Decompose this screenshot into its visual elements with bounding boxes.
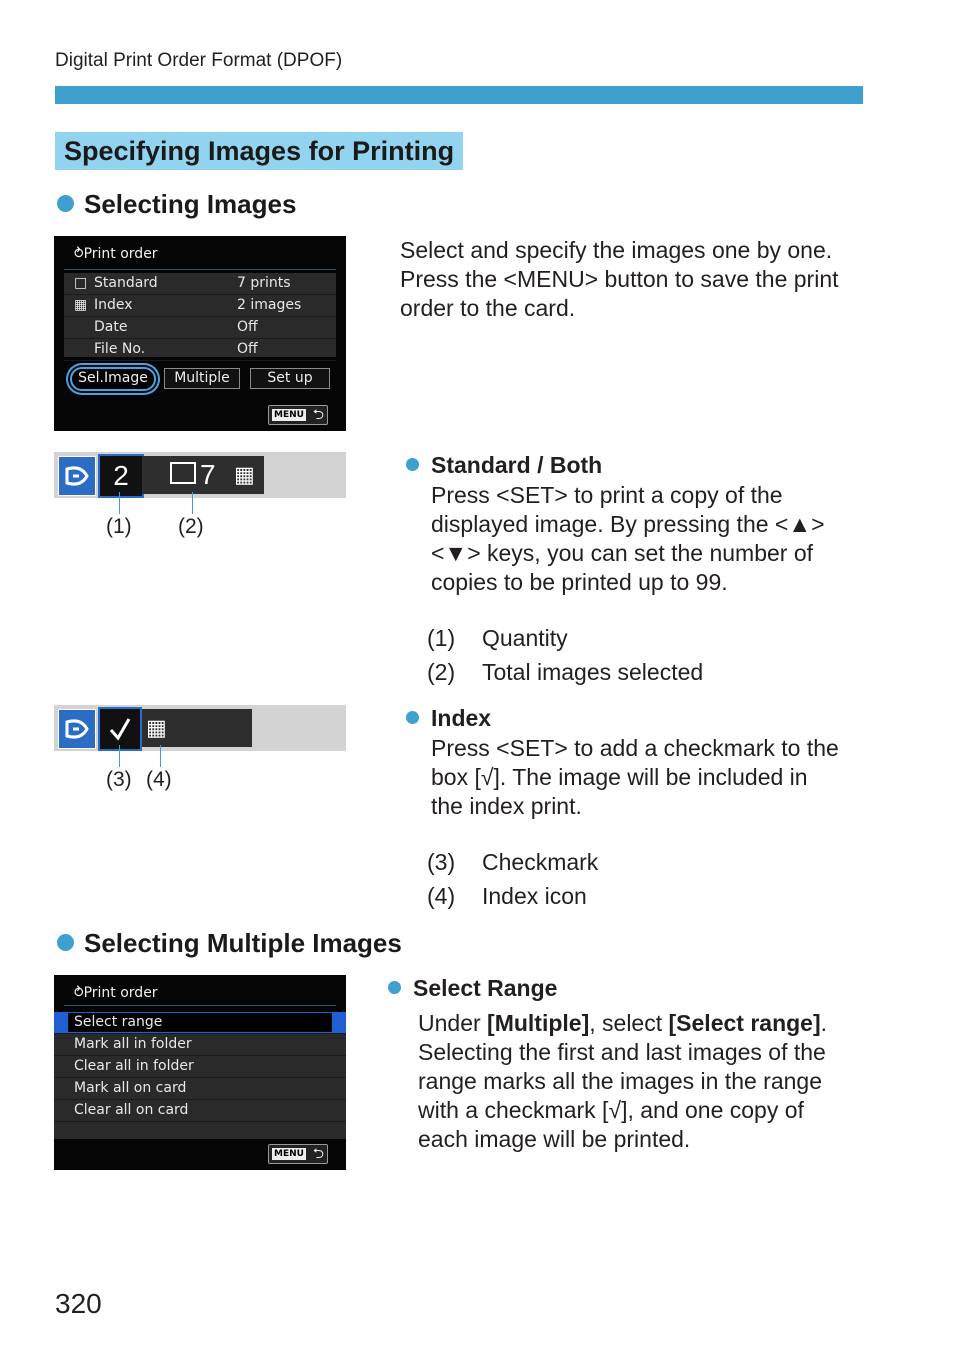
menu-back-button[interactable]: MENU ⮌	[268, 1144, 328, 1164]
callout-1: (1)	[106, 515, 132, 538]
page-number: 320	[55, 1288, 102, 1319]
callout-leader-4	[160, 745, 161, 767]
callout-leader-1	[119, 492, 120, 514]
index-icon: ▦	[146, 715, 167, 740]
print-order-screen	[54, 236, 346, 431]
row-standard: □ Standard 7 prints	[64, 273, 336, 295]
total-count: 7	[200, 459, 216, 490]
header-bar	[55, 86, 863, 104]
bullet-icon	[406, 458, 419, 471]
screen-rule	[64, 269, 336, 270]
index-heading: Index	[406, 705, 491, 732]
row-file-no: File No. Off	[64, 339, 336, 361]
print-glyph-icon	[59, 710, 95, 748]
print-order-icon: ⥁	[74, 985, 84, 1001]
legend-quantity: (1) Quantity	[427, 625, 568, 651]
index-area	[142, 709, 252, 747]
bullet-icon	[57, 195, 74, 212]
standard-print-icon	[170, 462, 196, 484]
index-description: Press <SET> to add a checkmark to the box [√]. The image will be included in the index print.	[431, 735, 839, 819]
index-print-strip	[54, 705, 346, 751]
callout-2: (2)	[178, 515, 204, 538]
checkmark-box[interactable]	[98, 707, 142, 751]
multiple-options-list	[54, 1012, 346, 1139]
sel-image-button[interactable]: Sel.Image	[70, 367, 156, 391]
legend-total: (2) Total images selected	[427, 659, 704, 685]
select-range-line-1: Under [Multiple], select [Select range].	[418, 1010, 828, 1036]
option-select-range[interactable]: Select range	[54, 1012, 346, 1034]
callout-3: (3)	[106, 768, 132, 791]
running-header: Digital Print Order Format (DPOF)	[55, 50, 343, 71]
row-date: Date Off	[64, 317, 336, 339]
screen-title: ⥁Print order	[74, 246, 158, 262]
print-glyph-icon	[59, 457, 95, 495]
bullet-icon	[388, 981, 401, 994]
selecting-images-description: Select and specify the images one by one. Press the <MENU> button to save the print order to the card.	[400, 237, 839, 321]
option-clear-all-folder[interactable]: Clear all in folder	[54, 1056, 346, 1078]
bullet-icon	[406, 711, 419, 724]
legend-index-icon: (4) Index icon	[427, 883, 587, 909]
multiple-button[interactable]: Multiple	[164, 368, 240, 389]
row-index: ▦ Index 2 images	[64, 295, 336, 317]
callout-leader-2	[192, 492, 193, 514]
index-icon: ▦	[234, 462, 255, 487]
standard-description: Press <SET> to print a copy of the displayed image. By pressing the <▲> <▼> keys, you can set the number of copies to be printed up to 99.	[431, 482, 825, 595]
print-icon	[58, 709, 96, 749]
subheading-selecting-multiple: Selecting Multiple Images	[57, 928, 402, 959]
callout-4: (4)	[146, 768, 172, 791]
print-counts	[142, 456, 264, 494]
multiple-select-screen	[54, 975, 346, 1170]
print-order-settings	[64, 273, 336, 357]
select-range-heading: Select Range	[388, 975, 557, 1002]
print-order-icon: ⥁	[74, 246, 84, 262]
print-icon	[58, 456, 96, 496]
standard-print-strip	[54, 452, 346, 498]
menu-back-button[interactable]: MENU ⮌	[268, 405, 328, 425]
callout-leader-3	[119, 745, 120, 767]
option-clear-all-card[interactable]: Clear all on card	[54, 1100, 346, 1122]
section-title: Specifying Images for Printing	[55, 132, 463, 170]
select-range-description: Under [Multiple], select [Select range]. Selecting the first and last images of the range marks all the images in the range with a checkmark [√], and one copy of each image will be printed.	[418, 1009, 888, 1154]
legend-checkmark: (3) Checkmark	[427, 849, 599, 875]
return-icon: ⮌	[312, 1146, 324, 1162]
set-up-button[interactable]: Set up	[250, 368, 330, 389]
index-icon: ▦	[74, 297, 88, 313]
quantity-box[interactable]: 2	[98, 454, 144, 498]
screen-title: ⥁Print order	[74, 985, 158, 1001]
subheading-selecting-images: Selecting Images	[57, 189, 296, 220]
checkmark-icon	[100, 709, 140, 749]
return-icon: ⮌	[312, 407, 324, 423]
standard-both-heading: Standard / Both	[406, 452, 602, 479]
bullet-icon	[57, 934, 74, 951]
standard-icon: □	[74, 275, 88, 291]
option-mark-all-card[interactable]: Mark all on card	[54, 1078, 346, 1100]
option-mark-all-folder[interactable]: Mark all in folder	[54, 1034, 346, 1056]
screen-rule	[64, 1005, 336, 1006]
